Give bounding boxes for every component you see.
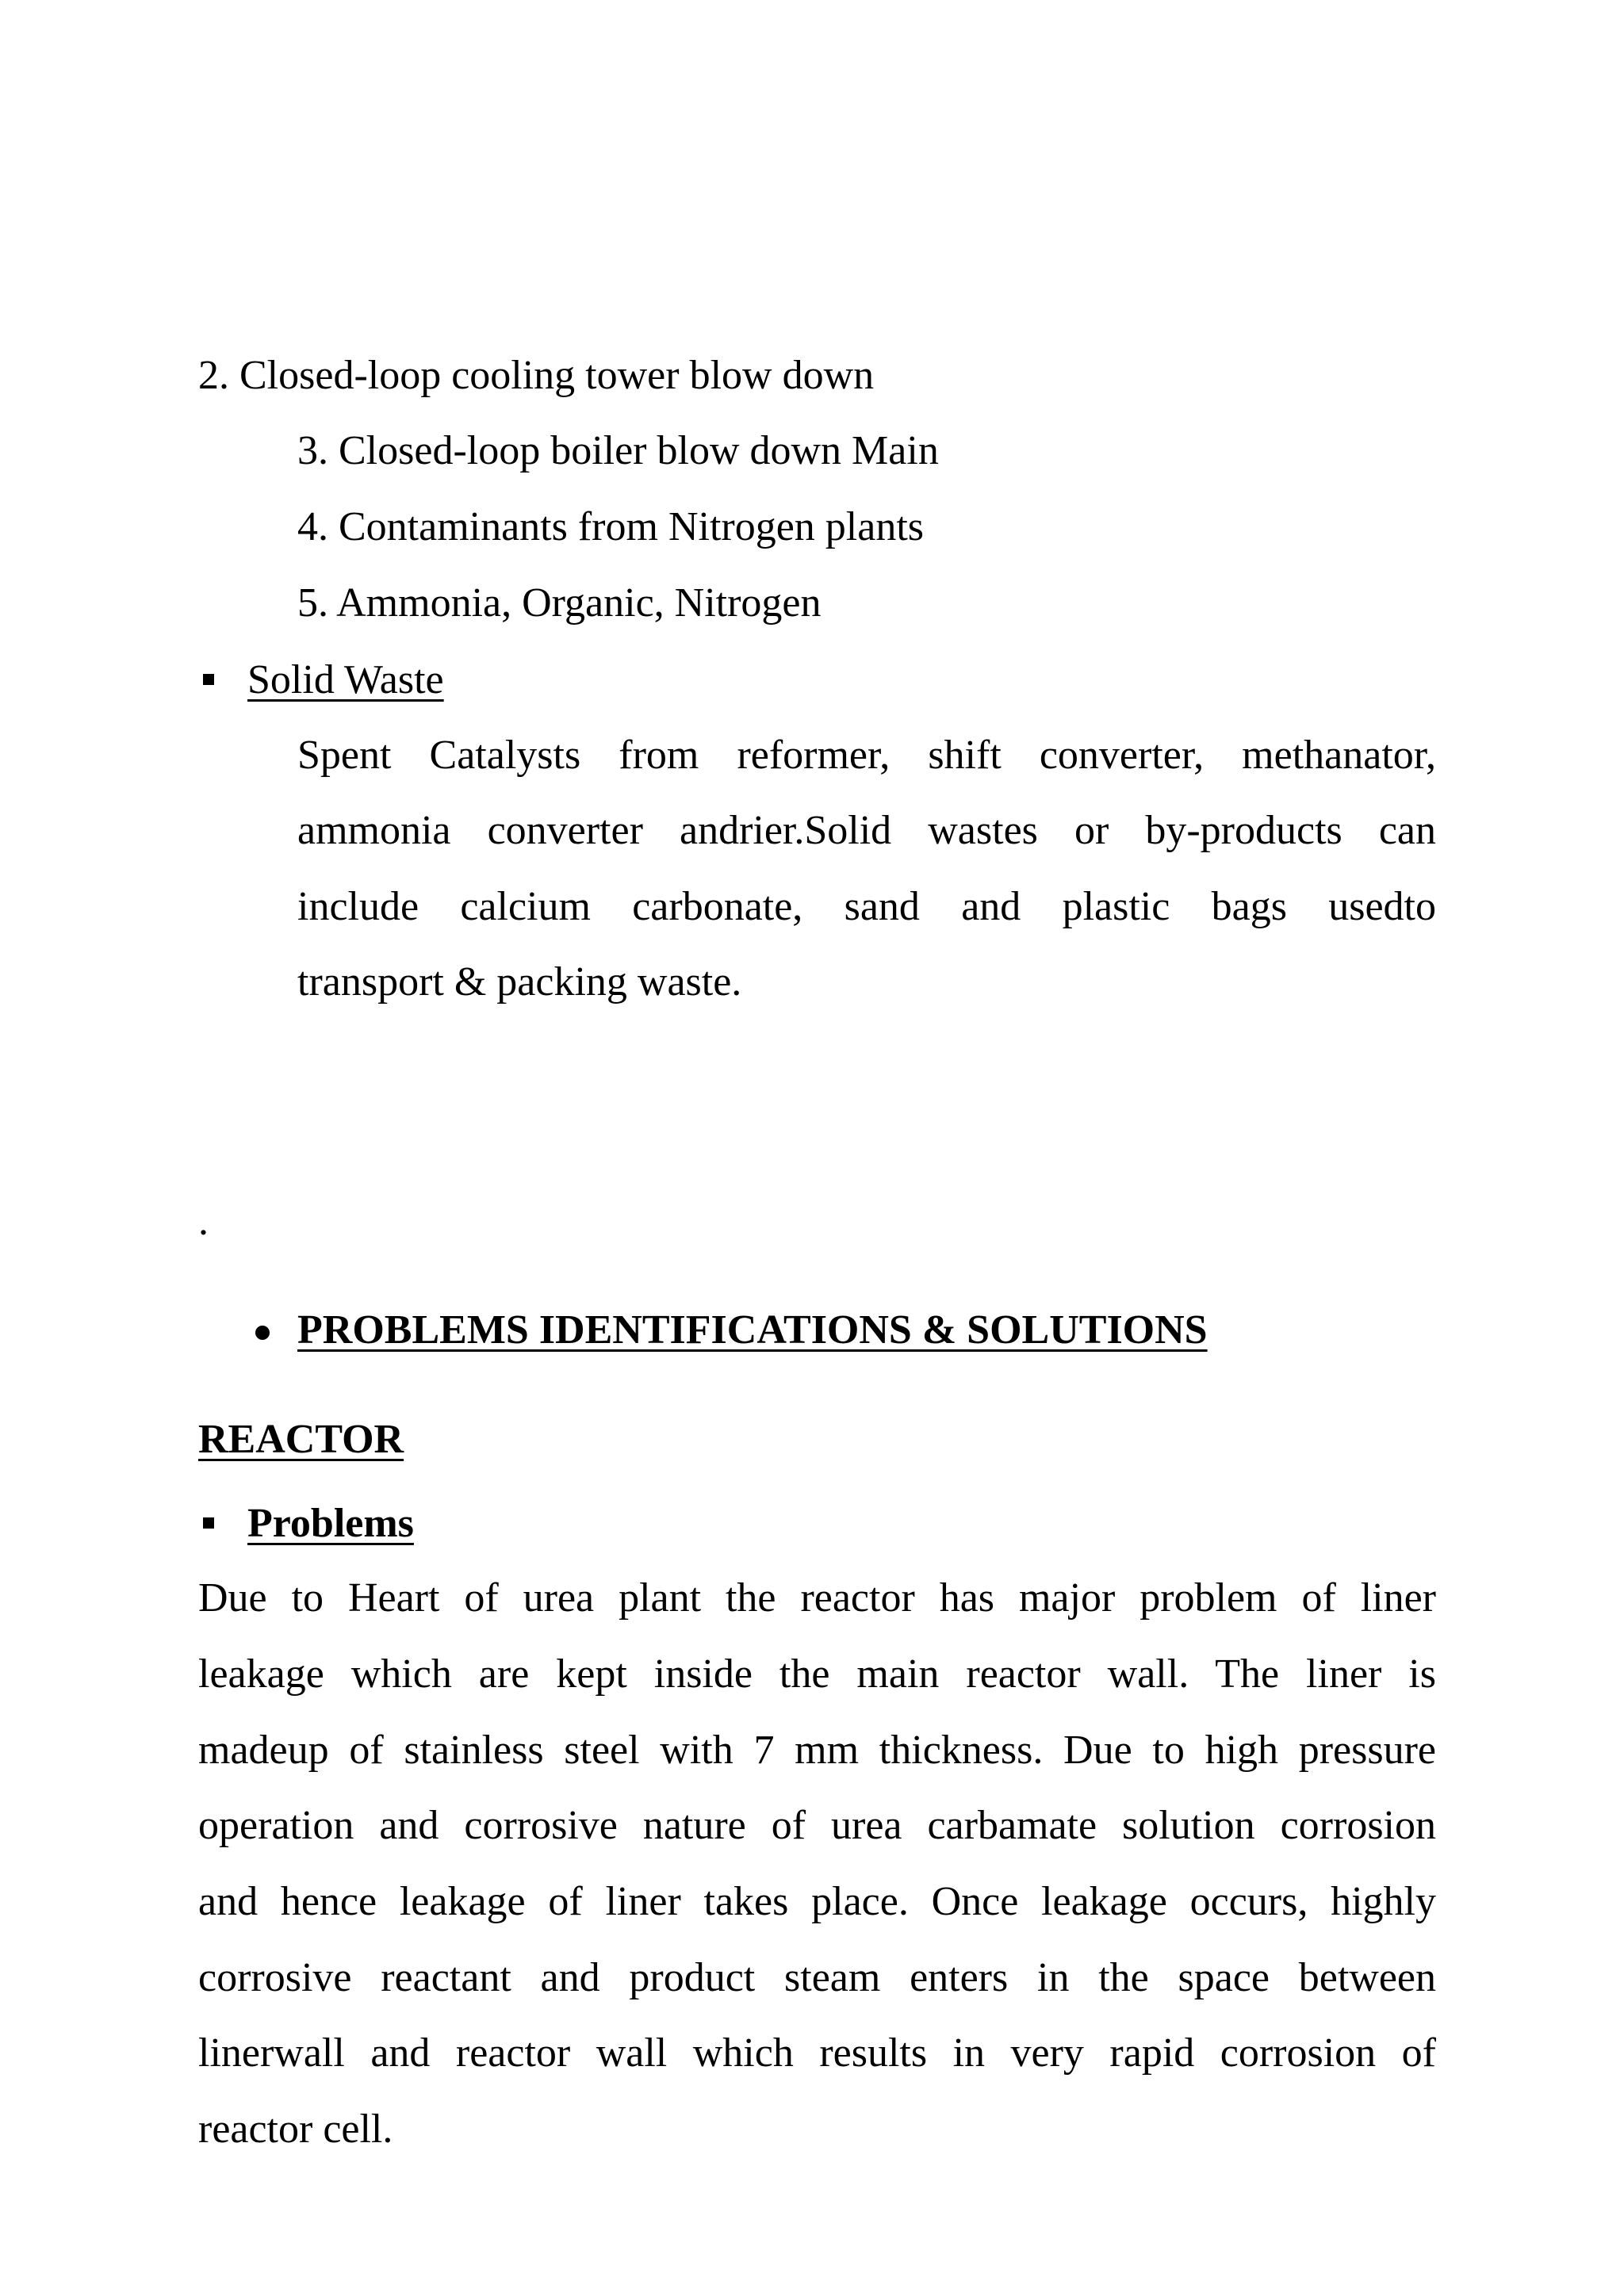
square-bullet-icon: [203, 674, 214, 685]
solid-waste-line: ammonia converter andrier.Solid wastes or by-products can: [297, 808, 1436, 853]
stray-mark: .: [198, 1199, 209, 1244]
solid-waste-heading: Solid Waste: [247, 657, 444, 702]
solid-waste-line: transport & packing waste.: [297, 959, 742, 1004]
problems-line: reactor cell.: [198, 2107, 393, 2152]
problems-heading: Problems: [247, 1501, 414, 1546]
problems-line: linerwall and reactor wall which results in very rapid corrosion of: [198, 2030, 1436, 2076]
problems-line: corrosive reactant and product steam enters in the space between: [198, 1955, 1436, 2000]
list-item: 4. Contaminants from Nitrogen plants: [297, 504, 925, 549]
subsection-heading: REACTOR: [198, 1417, 404, 1462]
problems-line: madeup of stainless steel with 7 mm thickness. Due to high pressure: [198, 1728, 1436, 1773]
square-bullet-icon: [203, 1517, 214, 1529]
list-item: 3. Closed-loop boiler blow down Main: [297, 428, 939, 473]
solid-waste-line: Spent Catalysts from reformer, shift converter, methanator,: [297, 733, 1436, 778]
problems-line: Due to Heart of urea plant the reactor has major problem of liner: [198, 1575, 1436, 1621]
problems-line: and hence leakage of liner takes place. Once leakage occurs, highly: [198, 1879, 1436, 1924]
problems-line: leakage which are kept inside the main reactor wall. The liner is: [198, 1651, 1436, 1697]
list-item: 2. Closed-loop cooling tower blow down: [198, 353, 875, 398]
list-item: 5. Ammonia, Organic, Nitrogen: [297, 580, 822, 626]
round-bullet-icon: [255, 1326, 270, 1340]
problems-line: operation and corrosive nature of urea carbamate solution corrosion: [198, 1803, 1436, 1848]
solid-waste-line: include calcium carbonate, sand and plastic bags usedto: [297, 884, 1436, 929]
section-heading: PROBLEMS IDENTIFICATIONS & SOLUTIONS: [297, 1307, 1208, 1353]
